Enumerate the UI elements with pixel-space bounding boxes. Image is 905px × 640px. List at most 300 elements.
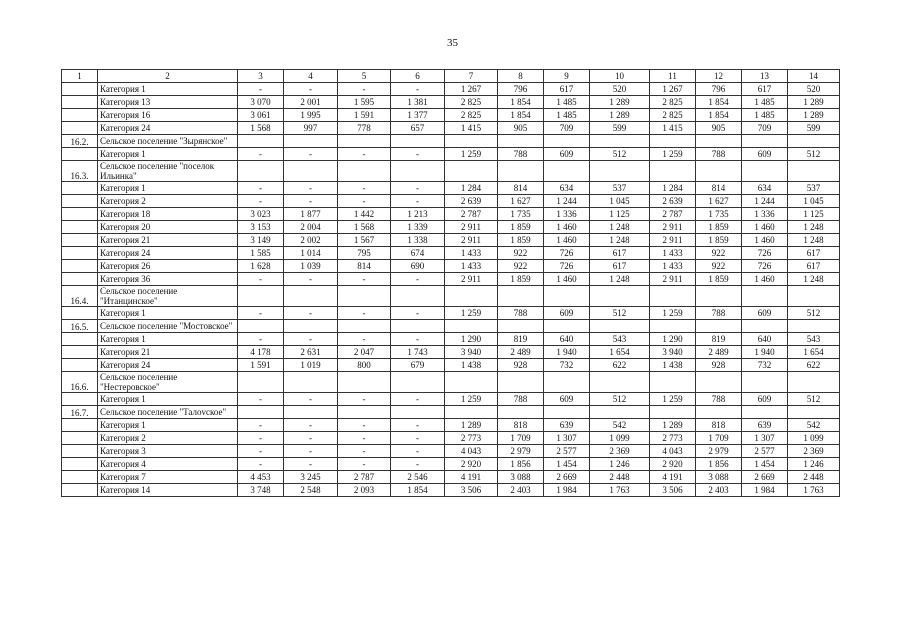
value-cell: 1 859 xyxy=(498,273,544,286)
value-cell: 2 002 xyxy=(284,234,338,247)
value-cell: 1 854 xyxy=(696,109,742,122)
value-cell xyxy=(696,406,742,419)
value-cell: 2 825 xyxy=(650,109,696,122)
row-number: 16.2. xyxy=(62,135,98,148)
value-cell: 3 940 xyxy=(650,346,696,359)
table-row xyxy=(62,182,840,195)
value-cell: 4 191 xyxy=(650,471,696,484)
value-cell: 617 xyxy=(788,260,840,273)
value-cell: 2 911 xyxy=(650,221,696,234)
column-header: 4 xyxy=(284,70,338,83)
value-cell: 814 xyxy=(498,182,544,195)
value-cell xyxy=(742,161,788,182)
value-cell: 520 xyxy=(590,83,650,96)
value-cell: 1 763 xyxy=(590,484,650,497)
value-cell: 1 585 xyxy=(238,247,284,260)
column-header: 14 xyxy=(788,70,840,83)
column-header: 10 xyxy=(590,70,650,83)
table-row xyxy=(62,122,840,135)
category-name: Категория 18 xyxy=(98,208,238,221)
value-cell xyxy=(650,135,696,148)
value-cell: 1 267 xyxy=(445,83,498,96)
value-cell: 3 506 xyxy=(445,484,498,497)
value-cell xyxy=(445,161,498,182)
value-cell: 520 xyxy=(788,83,840,96)
value-cell: 2 825 xyxy=(445,96,498,109)
value-cell xyxy=(284,320,338,333)
value-cell: 1 377 xyxy=(391,109,445,122)
value-cell: - xyxy=(338,333,391,346)
value-cell: 2 001 xyxy=(284,96,338,109)
value-cell: 788 xyxy=(498,307,544,320)
value-cell: 928 xyxy=(498,359,544,372)
value-cell: 1 877 xyxy=(284,208,338,221)
value-cell: 1 045 xyxy=(788,195,840,208)
value-cell: - xyxy=(238,182,284,195)
table-row xyxy=(62,393,840,406)
value-cell: 726 xyxy=(544,260,590,273)
value-cell: 3 023 xyxy=(238,208,284,221)
value-cell: - xyxy=(338,445,391,458)
value-cell: - xyxy=(391,419,445,432)
value-cell: - xyxy=(284,432,338,445)
row-number xyxy=(62,96,98,109)
value-cell: 1 289 xyxy=(445,419,498,432)
value-cell: 1 654 xyxy=(788,346,840,359)
value-cell xyxy=(445,406,498,419)
value-cell: 1 485 xyxy=(742,109,788,122)
value-cell: 2 369 xyxy=(590,445,650,458)
value-cell: 1 735 xyxy=(696,208,742,221)
value-cell: 1 267 xyxy=(650,83,696,96)
value-cell xyxy=(590,372,650,393)
row-number xyxy=(62,234,98,247)
value-cell: 640 xyxy=(544,333,590,346)
value-cell: 1 856 xyxy=(696,458,742,471)
value-cell: 1 125 xyxy=(788,208,840,221)
value-cell: 788 xyxy=(696,393,742,406)
value-cell xyxy=(742,372,788,393)
row-number xyxy=(62,484,98,497)
value-cell: 819 xyxy=(498,333,544,346)
value-cell: 726 xyxy=(742,247,788,260)
value-cell: 1 460 xyxy=(544,221,590,234)
value-cell xyxy=(590,161,650,182)
value-cell: 1 246 xyxy=(788,458,840,471)
value-cell: 1 485 xyxy=(742,96,788,109)
value-cell: 796 xyxy=(498,83,544,96)
value-cell: 2 787 xyxy=(338,471,391,484)
column-header: 12 xyxy=(696,70,742,83)
value-cell: 1 289 xyxy=(650,419,696,432)
value-cell: 800 xyxy=(338,359,391,372)
value-cell: 1 433 xyxy=(445,260,498,273)
value-cell: 2 489 xyxy=(696,346,742,359)
category-name: Категория 1 xyxy=(98,419,238,432)
table-row xyxy=(62,359,840,372)
value-cell: 922 xyxy=(696,260,742,273)
value-cell xyxy=(498,161,544,182)
value-cell xyxy=(284,286,338,307)
value-cell: 1 244 xyxy=(544,195,590,208)
value-cell xyxy=(238,161,284,182)
category-name: Категория 24 xyxy=(98,359,238,372)
value-cell: 1 568 xyxy=(238,122,284,135)
value-cell: 512 xyxy=(590,393,650,406)
section-row xyxy=(62,286,840,307)
category-name: Категория 14 xyxy=(98,484,238,497)
value-cell: 1 454 xyxy=(544,458,590,471)
value-cell xyxy=(391,372,445,393)
value-cell: 634 xyxy=(742,182,788,195)
value-cell: 1 438 xyxy=(445,359,498,372)
value-cell: 1 485 xyxy=(544,109,590,122)
value-cell xyxy=(445,135,498,148)
value-cell: 1 709 xyxy=(696,432,742,445)
value-cell: 814 xyxy=(338,260,391,273)
category-name: Категория 36 xyxy=(98,273,238,286)
value-cell: 1 290 xyxy=(445,333,498,346)
value-cell xyxy=(391,286,445,307)
value-cell: 2 047 xyxy=(338,346,391,359)
value-cell: - xyxy=(284,419,338,432)
value-cell: 796 xyxy=(696,83,742,96)
value-cell xyxy=(696,135,742,148)
value-cell: 634 xyxy=(544,182,590,195)
value-cell: 609 xyxy=(544,148,590,161)
value-cell: 1 244 xyxy=(742,195,788,208)
value-cell: 709 xyxy=(544,122,590,135)
value-cell: - xyxy=(338,83,391,96)
value-cell xyxy=(284,406,338,419)
settlement-name: Сельское поселение "Нестеровское" xyxy=(98,372,238,393)
value-cell: 617 xyxy=(590,260,650,273)
value-cell: 1 859 xyxy=(498,221,544,234)
value-cell: - xyxy=(391,182,445,195)
value-cell: 1 940 xyxy=(544,346,590,359)
value-cell: 2 448 xyxy=(788,471,840,484)
category-name: Категория 1 xyxy=(98,83,238,96)
value-cell: 543 xyxy=(788,333,840,346)
value-cell: - xyxy=(284,273,338,286)
category-name: Категория 1 xyxy=(98,182,238,195)
value-cell: 2 448 xyxy=(590,471,650,484)
value-cell: 2 787 xyxy=(650,208,696,221)
value-cell: - xyxy=(238,393,284,406)
value-cell: 599 xyxy=(788,122,840,135)
value-cell: 657 xyxy=(391,122,445,135)
value-cell: - xyxy=(338,432,391,445)
value-cell xyxy=(590,286,650,307)
table-row xyxy=(62,247,840,260)
value-cell xyxy=(544,286,590,307)
value-cell: - xyxy=(238,333,284,346)
value-cell: 922 xyxy=(696,247,742,260)
section-row xyxy=(62,135,840,148)
value-cell: 1 454 xyxy=(742,458,788,471)
value-cell: 1 289 xyxy=(788,96,840,109)
value-cell: 1 984 xyxy=(544,484,590,497)
value-cell: - xyxy=(284,182,338,195)
value-cell: 1 433 xyxy=(650,260,696,273)
value-cell: 617 xyxy=(590,247,650,260)
value-cell: 1 019 xyxy=(284,359,338,372)
value-cell xyxy=(338,320,391,333)
column-header: 8 xyxy=(498,70,544,83)
table-header-row xyxy=(62,70,840,83)
value-cell: 1 248 xyxy=(788,221,840,234)
value-cell: 2 911 xyxy=(445,221,498,234)
value-cell xyxy=(590,320,650,333)
value-cell: 639 xyxy=(544,419,590,432)
value-cell: 1 336 xyxy=(742,208,788,221)
value-cell xyxy=(650,406,696,419)
value-cell: - xyxy=(238,432,284,445)
value-cell: 512 xyxy=(788,393,840,406)
value-cell xyxy=(498,135,544,148)
value-cell: 599 xyxy=(590,122,650,135)
value-cell: - xyxy=(338,182,391,195)
value-cell: 2 773 xyxy=(650,432,696,445)
value-cell: - xyxy=(338,195,391,208)
table-row xyxy=(62,260,840,273)
value-cell: - xyxy=(284,148,338,161)
row-number xyxy=(62,359,98,372)
category-name: Категория 7 xyxy=(98,471,238,484)
table-row xyxy=(62,458,840,471)
value-cell: 732 xyxy=(544,359,590,372)
value-cell: 1 627 xyxy=(498,195,544,208)
value-cell: - xyxy=(238,458,284,471)
value-cell: 1 039 xyxy=(284,260,338,273)
value-cell: 1 289 xyxy=(788,109,840,122)
section-row xyxy=(62,320,840,333)
category-name: Категория 4 xyxy=(98,458,238,471)
value-cell: 1 854 xyxy=(696,96,742,109)
value-cell: 609 xyxy=(742,307,788,320)
value-cell: - xyxy=(238,195,284,208)
value-cell: 922 xyxy=(498,260,544,273)
value-cell: 2 631 xyxy=(284,346,338,359)
value-cell: 1 485 xyxy=(544,96,590,109)
value-cell: - xyxy=(338,273,391,286)
category-name: Категория 2 xyxy=(98,195,238,208)
value-cell: 726 xyxy=(742,260,788,273)
value-cell: - xyxy=(391,307,445,320)
value-cell xyxy=(788,286,840,307)
value-cell: 2 004 xyxy=(284,221,338,234)
value-cell: - xyxy=(391,148,445,161)
value-cell: 818 xyxy=(498,419,544,432)
value-cell: 674 xyxy=(391,247,445,260)
category-name: Категория 1 xyxy=(98,307,238,320)
value-cell: - xyxy=(284,333,338,346)
value-cell: 3 940 xyxy=(445,346,498,359)
value-cell: 1 460 xyxy=(742,234,788,247)
row-number: 16.3. xyxy=(62,161,98,182)
value-cell: 1 859 xyxy=(498,234,544,247)
column-header: 13 xyxy=(742,70,788,83)
value-cell: 609 xyxy=(544,393,590,406)
value-cell: 1 259 xyxy=(445,307,498,320)
row-number xyxy=(62,182,98,195)
value-cell: 1 259 xyxy=(650,148,696,161)
value-cell xyxy=(391,320,445,333)
value-cell xyxy=(544,320,590,333)
value-cell: 1 248 xyxy=(788,234,840,247)
row-number: 16.6. xyxy=(62,372,98,393)
value-cell: - xyxy=(284,83,338,96)
value-cell: 1 289 xyxy=(590,96,650,109)
value-cell: 788 xyxy=(696,148,742,161)
category-name: Категория 26 xyxy=(98,260,238,273)
value-cell: 928 xyxy=(696,359,742,372)
section-row xyxy=(62,406,840,419)
value-cell: 1 859 xyxy=(696,221,742,234)
category-name: Категория 20 xyxy=(98,221,238,234)
value-cell: 1 595 xyxy=(338,96,391,109)
value-cell: - xyxy=(238,445,284,458)
value-cell: 4 191 xyxy=(445,471,498,484)
section-row xyxy=(62,161,840,182)
value-cell: - xyxy=(238,273,284,286)
value-cell: 3 088 xyxy=(498,471,544,484)
value-cell: 542 xyxy=(788,419,840,432)
row-number xyxy=(62,260,98,273)
value-cell: 1 854 xyxy=(498,96,544,109)
value-cell: - xyxy=(391,445,445,458)
value-cell: 709 xyxy=(742,122,788,135)
value-cell: 1 248 xyxy=(788,273,840,286)
value-cell: 3 153 xyxy=(238,221,284,234)
table-row xyxy=(62,432,840,445)
value-cell: 3 088 xyxy=(696,471,742,484)
value-cell: 2 489 xyxy=(498,346,544,359)
value-cell xyxy=(544,135,590,148)
value-cell: 622 xyxy=(590,359,650,372)
column-header: 1 xyxy=(62,70,98,83)
row-number: 16.5. xyxy=(62,320,98,333)
value-cell xyxy=(338,406,391,419)
value-cell xyxy=(650,372,696,393)
value-cell xyxy=(742,135,788,148)
value-cell: 1 259 xyxy=(445,393,498,406)
column-header: 5 xyxy=(338,70,391,83)
value-cell: 997 xyxy=(284,122,338,135)
value-cell: - xyxy=(391,83,445,96)
value-cell xyxy=(742,286,788,307)
column-header: 9 xyxy=(544,70,590,83)
value-cell: 2 825 xyxy=(445,109,498,122)
value-cell: 1 984 xyxy=(742,484,788,497)
value-cell: 1 743 xyxy=(391,346,445,359)
value-cell xyxy=(788,406,840,419)
value-cell xyxy=(338,286,391,307)
value-cell: 2 548 xyxy=(284,484,338,497)
settlement-name: Сельское поселение "Зырянское" xyxy=(98,135,238,148)
value-cell: - xyxy=(338,419,391,432)
row-number xyxy=(62,419,98,432)
value-cell: 2 669 xyxy=(742,471,788,484)
value-cell: 2 403 xyxy=(498,484,544,497)
value-cell: 1 433 xyxy=(445,247,498,260)
value-cell: - xyxy=(284,393,338,406)
value-cell: 542 xyxy=(590,419,650,432)
value-cell: 512 xyxy=(788,148,840,161)
value-cell: 1 628 xyxy=(238,260,284,273)
row-number xyxy=(62,221,98,234)
value-cell xyxy=(590,406,650,419)
value-cell: - xyxy=(391,458,445,471)
value-cell xyxy=(788,161,840,182)
value-cell: 1 859 xyxy=(696,273,742,286)
value-cell: 905 xyxy=(498,122,544,135)
value-cell: - xyxy=(238,83,284,96)
value-cell: 795 xyxy=(338,247,391,260)
table-row xyxy=(62,109,840,122)
category-name: Категория 21 xyxy=(98,346,238,359)
row-number xyxy=(62,109,98,122)
category-name: Категория 16 xyxy=(98,109,238,122)
table-row xyxy=(62,96,840,109)
row-number xyxy=(62,471,98,484)
value-cell: - xyxy=(238,419,284,432)
value-cell: - xyxy=(284,307,338,320)
value-cell: 1 654 xyxy=(590,346,650,359)
value-cell: - xyxy=(284,195,338,208)
table-row xyxy=(62,234,840,247)
value-cell: 1 854 xyxy=(498,109,544,122)
row-number xyxy=(62,273,98,286)
value-cell xyxy=(742,320,788,333)
category-name: Категория 1 xyxy=(98,393,238,406)
value-cell: 788 xyxy=(498,393,544,406)
value-cell: 2 911 xyxy=(650,273,696,286)
row-number xyxy=(62,83,98,96)
value-cell: 1 246 xyxy=(590,458,650,471)
value-cell: 2 787 xyxy=(445,208,498,221)
value-cell: 1 259 xyxy=(650,307,696,320)
value-cell: 1 307 xyxy=(544,432,590,445)
value-cell: 617 xyxy=(788,247,840,260)
value-cell xyxy=(338,135,391,148)
value-cell: 2 577 xyxy=(742,445,788,458)
value-cell: 1 568 xyxy=(338,221,391,234)
value-cell: 1 856 xyxy=(498,458,544,471)
value-cell xyxy=(445,286,498,307)
value-cell: 1 591 xyxy=(238,359,284,372)
value-cell: 679 xyxy=(391,359,445,372)
tariff-table xyxy=(61,69,840,497)
column-header: 7 xyxy=(445,70,498,83)
value-cell: 732 xyxy=(742,359,788,372)
settlement-name: Сельское поселение "Талovское" xyxy=(98,406,238,419)
category-name: Категория 3 xyxy=(98,445,238,458)
category-name: Категория 24 xyxy=(98,122,238,135)
value-cell: 3 070 xyxy=(238,96,284,109)
value-cell xyxy=(788,372,840,393)
section-row xyxy=(62,372,840,393)
settlement-name: Сельское поселение "поселок Ильинка" xyxy=(98,161,238,182)
value-cell: 1 995 xyxy=(284,109,338,122)
value-cell: 2 773 xyxy=(445,432,498,445)
value-cell: 609 xyxy=(742,148,788,161)
row-number xyxy=(62,432,98,445)
value-cell: 1 213 xyxy=(391,208,445,221)
value-cell: - xyxy=(391,393,445,406)
column-header: 3 xyxy=(238,70,284,83)
table-row xyxy=(62,195,840,208)
